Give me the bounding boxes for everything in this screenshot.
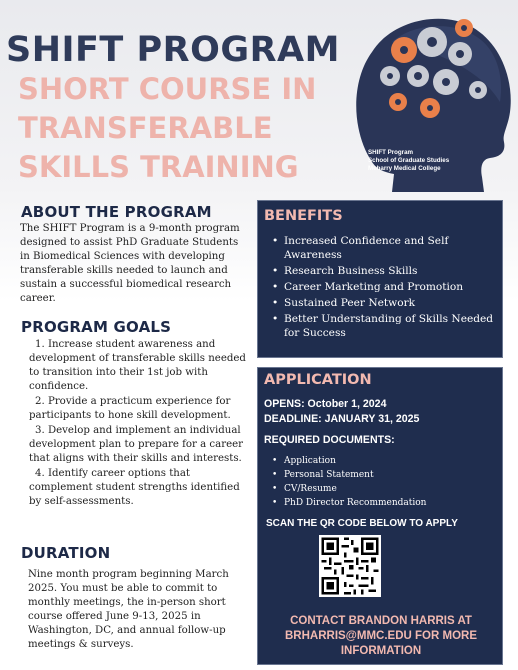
program-title: SHIFT PROGRAM: [6, 30, 340, 70]
application-panel: [257, 367, 503, 665]
goals-list: [29, 338, 249, 510]
goals-heading: PROGRAM GOALS: [21, 318, 172, 336]
goal-item: 4. Identify career options that complement student strengths identified by self-assessments.: [29, 468, 240, 507]
opens-date: OPENS: October 1, 2024: [264, 398, 387, 410]
logo-line-1: SHIFT Program: [368, 149, 414, 156]
benefits-list: [266, 234, 498, 342]
application-heading: APPLICATION: [264, 372, 372, 388]
required-docs-list: [266, 454, 426, 510]
benefit-item: • Better Understanding of Skills Needed for Success: [266, 312, 498, 340]
goal-item: 1. Increase student awareness and development of transferable skills needed to transition into their 1st job with confidence.: [29, 339, 246, 392]
benefit-item: • Career Marketing and Promotion: [266, 280, 498, 294]
contact-info: CONTACT BRANDON HARRIS AT BRHARRIS@MMC.EDU FOR MORE INFORMATION: [284, 615, 477, 657]
benefit-item: • Increased Confidence and Self Awareness: [266, 234, 498, 262]
deadline-date: DEADLINE: JANUARY 31, 2025: [264, 413, 420, 425]
goal-item: 3. Develop and implement an individual development plan to prepare for a career that aligns with their skills and interests.: [29, 425, 244, 464]
head-gears-illustration: [332, 2, 518, 192]
required-docs-heading: REQUIRED DOCUMENTS:: [264, 434, 395, 446]
scan-instruction: SCAN THE QR CODE BELOW TO APPLY: [266, 518, 458, 529]
about-body: The SHIFT Program is a 9-month program designed to assist PhD Graduate Students in Biomedical Sciences with developing transferable skills needed to launch and sustain a successful biomedical research career.: [20, 223, 240, 304]
about-heading: ABOUT THE PROGRAM: [21, 203, 212, 221]
logo-line-2: School of Graduate Studies: [368, 157, 450, 164]
gear-icon: [391, 37, 417, 63]
duration-body: Nine month program beginning March 2025. You must be able to commit to monthly meetings, the in-person short course offered June 9-13, 2025 in Washington, DC, and annual follow-up meetings & surveys.: [28, 569, 229, 650]
doc-item: • CV/Resume: [266, 482, 426, 496]
benefit-item: • Sustained Peer Network: [266, 296, 498, 310]
benefits-heading: BENEFITS: [264, 208, 343, 224]
logo-line-3: Meharry Medical College: [368, 165, 441, 172]
doc-item: • PhD Director Recommendation: [266, 496, 426, 510]
program-subtitle: SHORT COURSE IN TRANSFERABLE SKILLS TRAINING: [18, 72, 317, 184]
qr-code[interactable]: [319, 535, 381, 597]
doc-item: • Application: [266, 454, 426, 468]
benefits-panel: [257, 200, 503, 358]
duration-heading: DURATION: [21, 544, 111, 562]
benefit-item: • Research Business Skills: [266, 264, 498, 278]
goal-item: 2. Provide a practicum experience for participants to hone skill development.: [29, 396, 231, 421]
doc-item: • Personal Statement: [266, 468, 426, 482]
